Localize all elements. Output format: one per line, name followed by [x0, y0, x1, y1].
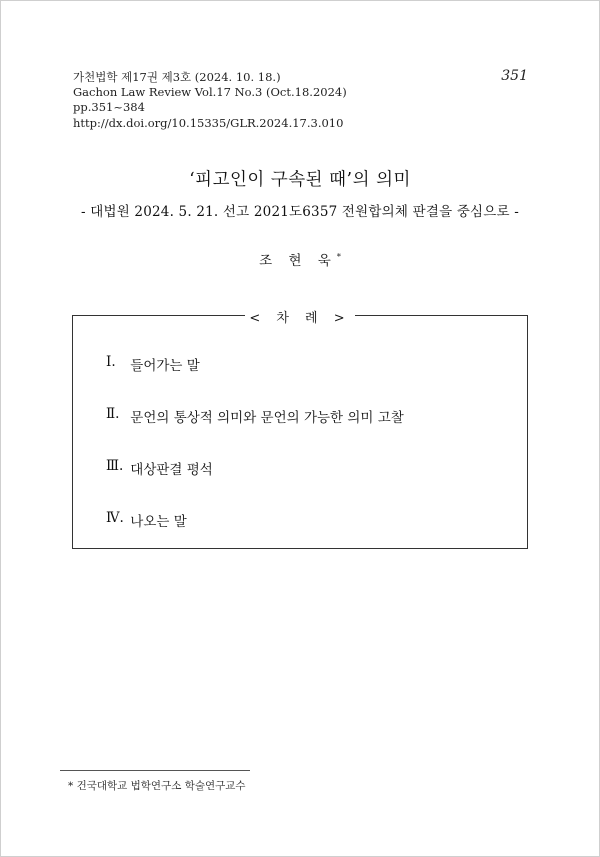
toc-item[interactable]: [106, 510, 404, 562]
table-of-contents: [72, 311, 528, 549]
footnote-text: 건국대학교 법학연구소 학술연구교수: [76, 780, 246, 792]
author-name-text: 조 현 욱: [259, 253, 337, 269]
journal-korean-line: 가천법학 제17권 제3호 (2024. 10. 18.): [73, 70, 281, 84]
page-number: 351: [501, 68, 528, 84]
footnote-mark: *: [68, 780, 74, 792]
footnote: [68, 778, 246, 793]
toc-list: [106, 354, 404, 562]
toc-item[interactable]: [106, 354, 404, 406]
toc-heading: [73, 307, 527, 326]
toc-heading-text: < 차 례 >: [245, 311, 354, 326]
page-range: pp.351~384: [73, 100, 145, 115]
toc-item[interactable]: [106, 406, 404, 458]
toc-item-label: 대상판결 평석: [130, 462, 213, 478]
journal-header: [73, 70, 347, 131]
toc-item-label: 들어가는 말: [130, 358, 200, 374]
author-name: [0, 249, 600, 269]
article-subtitle: - 대법원 2024. 5. 21. 선고 2021도6357 전원합의체 판결을 중심으로 -: [80, 204, 520, 220]
toc-item-numeral: Ⅱ.: [106, 406, 120, 422]
toc-item-numeral: Ⅰ.: [106, 354, 116, 370]
journal-english-line: Gachon Law Review Vol.17 No.3 (Oct.18.2024): [73, 85, 347, 100]
toc-item[interactable]: [106, 458, 404, 510]
toc-item-numeral: Ⅳ.: [106, 510, 124, 526]
doi-link[interactable]: http://dx.doi.org/10.15335/GLR.2024.17.3.010: [73, 115, 344, 130]
toc-item-numeral: Ⅲ.: [106, 458, 124, 474]
article-title: ‘피고인이 구속된 때’의 의미: [189, 170, 411, 190]
toc-item-label: 나오는 말: [130, 514, 187, 530]
author-footnote-mark[interactable]: *: [336, 252, 341, 262]
toc-item-label: 문언의 통상적 의미와 문언의 가능한 의미 고찰: [130, 410, 404, 426]
footnote-divider: [60, 770, 250, 771]
